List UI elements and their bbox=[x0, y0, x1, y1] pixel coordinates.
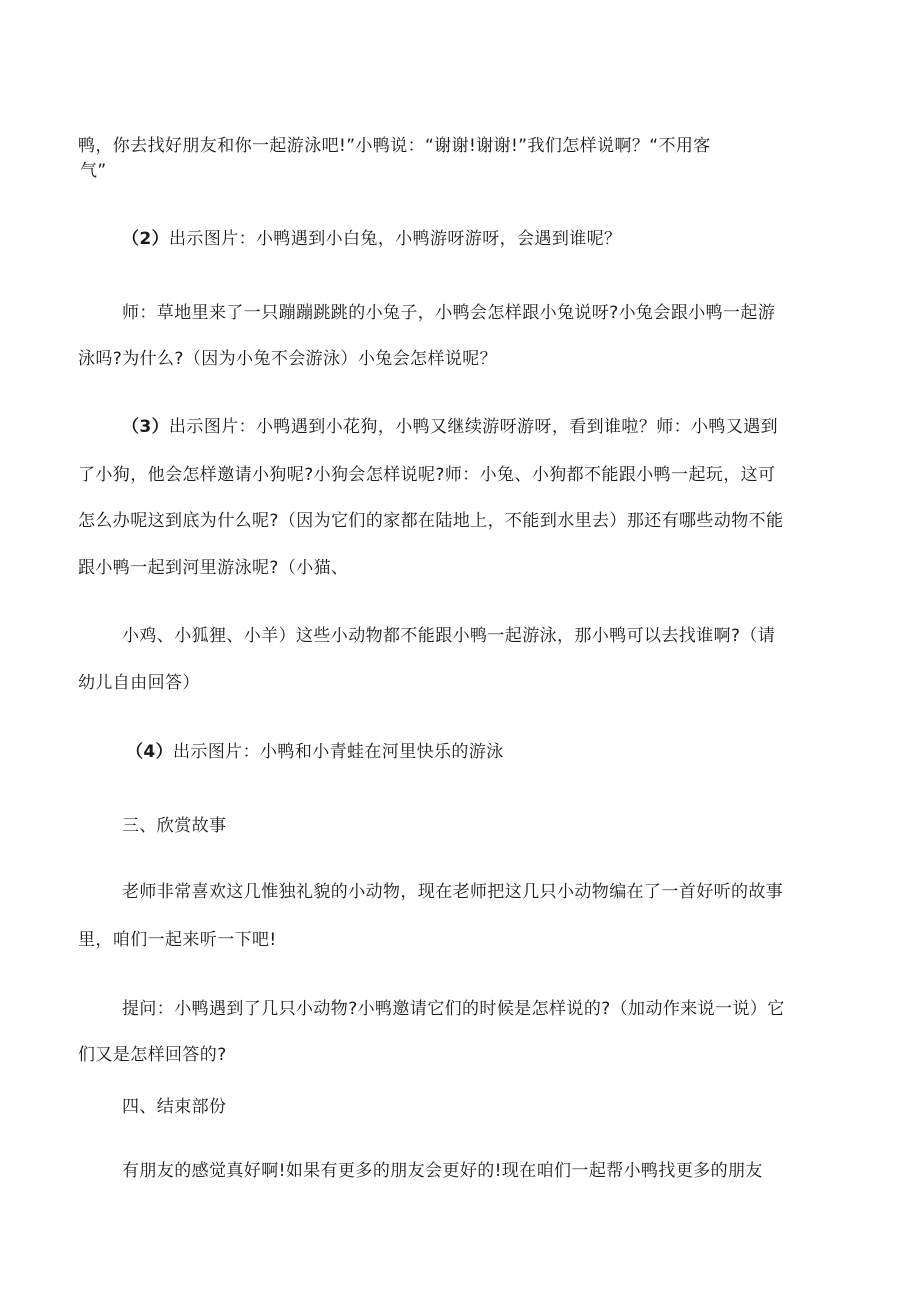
paragraph-8-line-2: 们又是怎样回答的? bbox=[78, 1045, 227, 1065]
paragraph-3-line-1: 师：草地里来了一只蹦蹦跳跳的小兔子，小鸭会怎样跟小兔说呀?小兔会跟小鸭一起游 bbox=[122, 303, 776, 323]
section-heading-4: 四、结束部份 bbox=[122, 1097, 227, 1117]
paragraph-1-line-2: 气” bbox=[80, 161, 107, 181]
paragraph-4-line-1 bbox=[122, 416, 778, 438]
item-number-3: （3） bbox=[122, 417, 170, 437]
paragraph-5-line-1: 小鸡、小狐狸、小羊）这些小动物都不能跟小鸭一起游泳，那小鸭可以去找谁啊?（请 bbox=[122, 626, 776, 646]
paragraph-7-line-1: 老师非常喜欢这几惟独礼貌的小动物，现在老师把这几只小动物编在了一首好听的故事 bbox=[122, 882, 784, 902]
paragraph-4-text: 出示图片：小鸭遇到小花狗，小鸭又继续游呀游呀，看到谁啦？师：小鸭又遇到 bbox=[169, 417, 779, 437]
paragraph-3-line-2: 泳吗?为什么?（因为小兔不会游泳）小兔会怎样说呢？ bbox=[78, 349, 498, 369]
paragraph-6 bbox=[126, 741, 504, 763]
paragraph-8-line-1: 提问：小鸭遇到了几只小动物?小鸭邀请它们的时候是怎样说的?（加动作来说一说）它 bbox=[122, 999, 785, 1019]
paragraph-4-line-2: 了小狗，他会怎样邀请小狗呢?小狗会怎样说呢?师：小兔、小狗都不能跟小鸭一起玩，这可 bbox=[78, 465, 776, 485]
paragraph-5-line-2: 幼儿自由回答） bbox=[78, 673, 200, 693]
paragraph-1-line-1: 鸭，你去找好朋友和你一起游泳吧!”小鸭说：“谢谢!谢谢!”我们怎样说啊？“不用客 bbox=[78, 136, 711, 156]
paragraph-7-line-2: 里，咱们一起来听一下吧! bbox=[78, 930, 277, 950]
paragraph-9-line-1: 有朋友的感觉真好啊!如果有更多的朋友会更好的!现在咱们一起帮小鸭找更多的朋友 bbox=[122, 1161, 763, 1181]
paragraph-2-text: 出示图片：小鸭遇到小白兔，小鸭游呀游呀，会遇到谁呢？ bbox=[169, 229, 622, 249]
section-heading-3: 三、欣赏故事 bbox=[122, 816, 227, 836]
paragraph-4-line-3: 怎么办呢这到底为什么呢?（因为它们的家都在陆地上，不能到水里去）那还有哪些动物不能 bbox=[78, 511, 784, 531]
item-number-4: （4） bbox=[126, 742, 174, 762]
paragraph-6-text: 出示图片：小鸭和小青蛙在河里快乐的游泳 bbox=[173, 742, 504, 762]
paragraph-4-line-4: 跟小鸭一起到河里游泳呢?（小猫、 bbox=[78, 558, 349, 578]
paragraph-2 bbox=[122, 228, 621, 250]
item-number-2: （2） bbox=[122, 229, 170, 249]
